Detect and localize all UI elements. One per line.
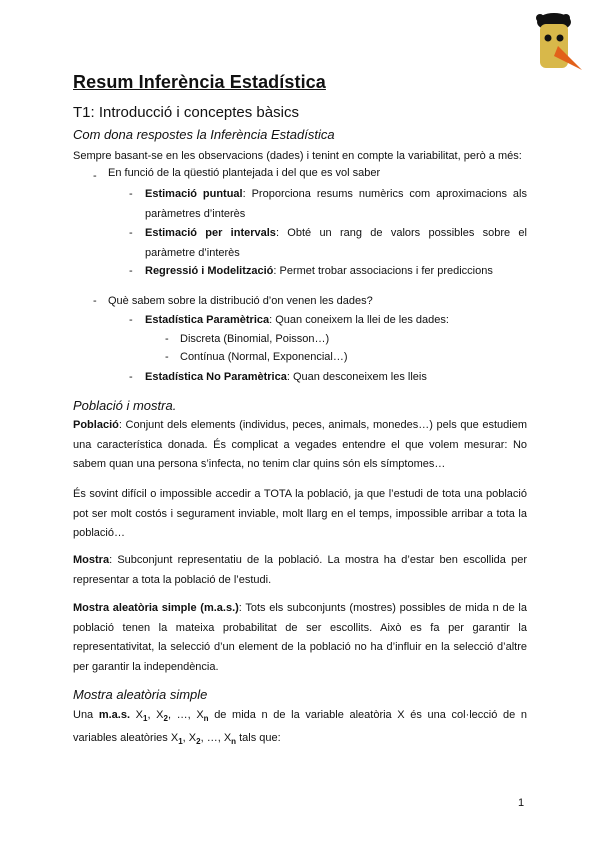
paragraph-poblacio: Població: Conjunt dels elements (individus, peces, animals, monedes…) pels que estudiem una característica donada. És complicat a vegades entendre el que volem mesurar: No sabem quan una persona s’infecta, no tenim clar quins són els símptomes… (73, 419, 527, 470)
list-item-regressio: Regressió i Modelització: Permet trobar associacions i fer prediccions (145, 265, 493, 277)
list-dash: - (165, 333, 169, 345)
list-dash: - (93, 170, 97, 182)
list-item-parametrica: Estadística Paramètrica: Quan coneixem la llei de les dades: (145, 314, 449, 326)
term: Regressió i Modelització (145, 265, 274, 277)
term: Estadística Paramètrica (145, 314, 270, 326)
term: Estimació puntual (145, 188, 243, 200)
list-dash: - (165, 351, 169, 363)
paragraph-mostra: Mostra: Subconjunt representatiu de la població. La mostra ha d’estar ben escollida per representar a tota la població de l’estudi. (73, 554, 527, 586)
document-title: Resum Inferència Estadística (73, 72, 326, 92)
mascot-logo (528, 12, 584, 76)
paragraph-sovint: És sovint difícil o impossible accedir a TOTA la població, ja que l’estudi de tota una població pot ser molt costós i segurament inviable, molt llarg en el temps, impossible arribar a tota la població… (73, 488, 527, 539)
list-dash: - (129, 371, 133, 383)
list-dash: - (129, 188, 133, 200)
subheading-poblacio-mostra: Població i mostra. (73, 398, 177, 413)
list-item-distribucio: Què sabem sobre la distribució d’on venen les dades? (108, 295, 373, 307)
paragraph-mas: Mostra aleatòria simple (m.a.s.): Tots els subconjunts (mostres) possibles de mida n de la població tenen la mateixa probabilitat de ser escollits. Això es fa per garantir la representativitat, la selecció d’un element de la població no ha d’influir en la selecció d’altre per garantir la independència. (73, 602, 527, 673)
list-item-no-parametrica: Estadística No Paramètrica: Quan desconeixem les lleis (145, 371, 427, 383)
term: Estadística No Paramètrica (145, 371, 287, 383)
section-heading-t1: T1: Introducció i conceptes bàsics (73, 104, 299, 121)
term: Mostra aleatòria simple (m.a.s.) (73, 602, 239, 614)
term: Estimació per intervals (145, 227, 276, 239)
list-item-continua: Contínua (Normal, Exponencial…) (180, 351, 348, 363)
subheading-mostra-aleatoria: Mostra aleatòria simple (73, 687, 208, 702)
term: Població (73, 419, 119, 431)
list-item-funcio: En funció de la qüestió plantejada i del que es vol saber (108, 167, 381, 179)
paragraph-una-mas: Una m.a.s. $X_1$, $X_2$, …, $X_n$ de mida n de la variable aleatòria X és una col·lecció de n variables aleatòries $X_1$, $X_2$, …, $X_n$ tals que: (73, 709, 527, 746)
list-item-estimacio-intervals: Estimació per intervals: Obté un rang de valors possibles sobre el paràmetre d’interès (145, 227, 527, 259)
list-dash: - (129, 265, 133, 277)
intro-paragraph: Sempre basant-se en les observacions (dades) i tenint en compte la variabilitat, però a més: (73, 150, 522, 162)
list-item-discreta: Discreta (Binomial, Poisson…) (180, 333, 330, 345)
list-dash: - (93, 295, 97, 307)
list-item-estimacio-puntual: Estimació puntual: Proporciona resums numèrics com aproximacions als paràmetres d’interès (145, 188, 527, 220)
term: m.a.s. (98, 709, 131, 721)
page-number: 1 (518, 797, 525, 809)
term: Mostra (73, 554, 110, 566)
subheading-inferencia: Com dona respostes la Inferència Estadística (73, 127, 335, 142)
list-dash: - (129, 314, 133, 326)
list-dash: - (129, 227, 133, 239)
